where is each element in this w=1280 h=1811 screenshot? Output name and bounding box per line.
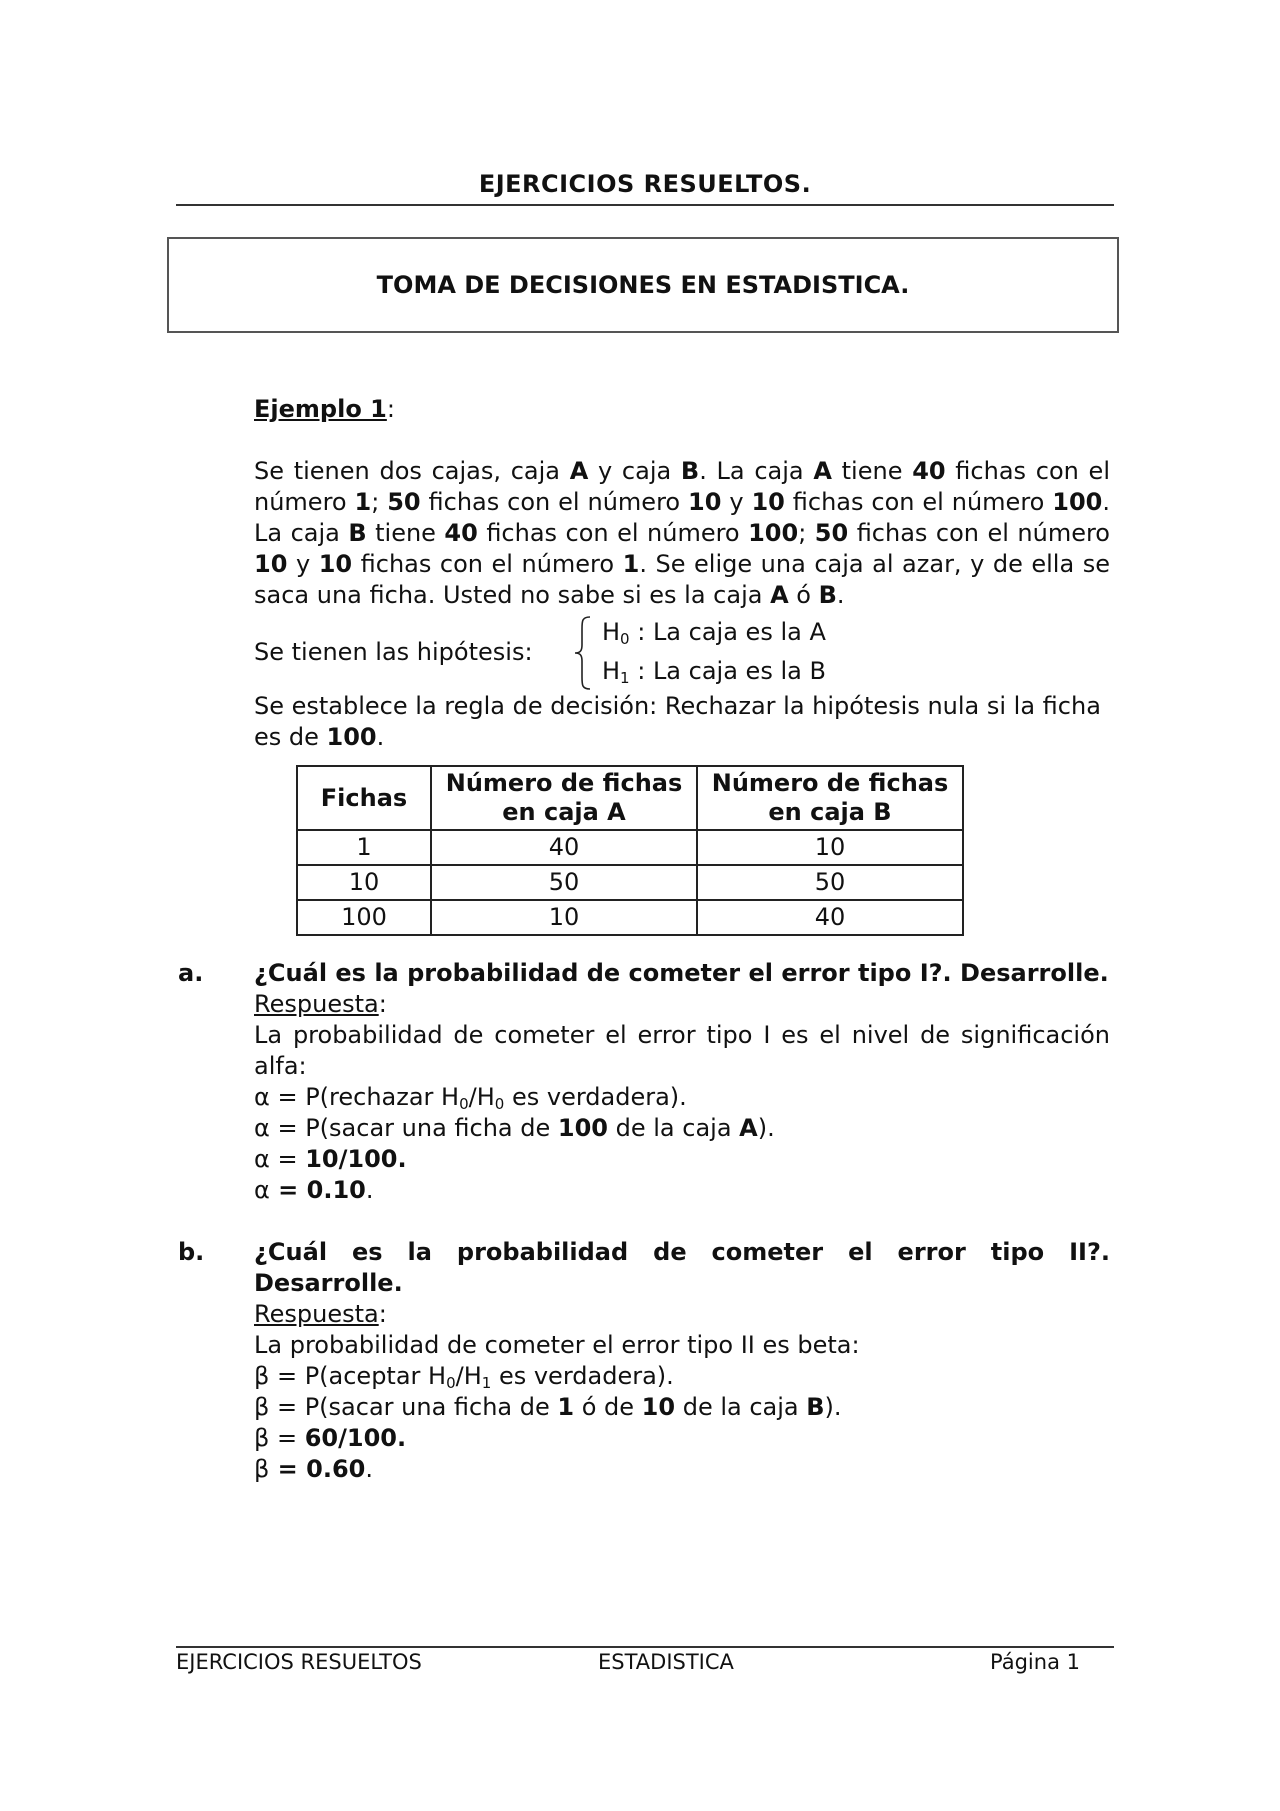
table-cell: 10 — [297, 865, 431, 900]
hypotheses-lines — [602, 613, 826, 691]
answer-a-line-4: α = 0.10. — [254, 1176, 374, 1204]
answer-b-line-3: β = 60/100. — [254, 1424, 407, 1452]
table-row — [297, 865, 963, 900]
table-cell: 100 — [297, 900, 431, 935]
footer-page-number: Página 1 — [990, 1650, 1080, 1674]
left-brace-icon — [572, 615, 594, 691]
answer-b-label: Respuesta: — [254, 1300, 387, 1328]
table-row — [297, 900, 963, 935]
answer-b-line-1: β = P(aceptar $H_0/H_1$ es verdadera). — [254, 1362, 674, 1392]
question-b-text: ¿Cuál es la probabilidad de cometer el error tipo II?. Desarrolle. — [254, 1238, 1110, 1297]
page-header-title: EJERCICIOS RESUELTOS. — [478, 170, 812, 198]
answer-a-label: Respuesta: — [254, 990, 387, 1018]
title-box-text: TOMA DE DECISIONES EN ESTADISTICA. — [376, 271, 910, 299]
answer-a-intro: La probabilidad de cometer el error tipo I es el nivel de significación alfa: — [254, 1021, 1110, 1080]
table-cell: 40 — [431, 830, 697, 865]
alpha-symbol: α — [254, 1145, 270, 1173]
question-b — [178, 1237, 1110, 1485]
example-label: Ejemplo 1 — [254, 395, 387, 423]
table-cell: 10 — [697, 830, 963, 865]
table-header-cell: Número de fichas en caja A — [431, 766, 697, 830]
beta-symbol: β — [254, 1424, 270, 1452]
beta-symbol: β — [254, 1455, 270, 1483]
fichas-table — [296, 765, 964, 936]
answer-a-line-2: α = P(sacar una ficha de 100 de la caja A). — [254, 1114, 775, 1142]
hypotheses-label: Se tienen las hipótesis: — [254, 638, 533, 666]
table-header-cell: Fichas — [297, 766, 431, 830]
table-cell: 10 — [431, 900, 697, 935]
footer-divider — [176, 1646, 1114, 1648]
question-a-text: ¿Cuál es la probabilidad de cometer el error tipo I?. Desarrolle. — [254, 959, 1109, 987]
alpha-symbol: α — [254, 1083, 270, 1111]
answer-b-line-2: β = P(sacar una ficha de 1 ó de 10 de la caja B). — [254, 1393, 842, 1421]
answer-b-line-4: β = 0.60. — [254, 1455, 374, 1483]
footer-center: ESTADISTICA — [598, 1650, 734, 1674]
footer-left: EJERCICIOS RESUELTOS — [176, 1650, 422, 1674]
header-divider — [176, 204, 1114, 206]
table-row — [297, 830, 963, 865]
answer-a-line-1: α = P(rechazar $H_0/H_0$ es verdadera). — [254, 1083, 687, 1113]
example-heading: Ejemplo 1: — [254, 395, 395, 423]
table-cell: 50 — [697, 865, 963, 900]
table-cell: 50 — [431, 865, 697, 900]
beta-symbol: β — [254, 1393, 270, 1421]
question-b-letter: b. — [178, 1238, 205, 1266]
question-a — [178, 958, 1110, 1206]
alternative-hypothesis: $H_1$ : La caja es la B — [602, 657, 826, 687]
table-cell: 40 — [697, 900, 963, 935]
answer-a-line-3: α = 10/100. — [254, 1145, 407, 1173]
alpha-symbol: α — [254, 1176, 270, 1204]
beta-symbol: β — [254, 1362, 270, 1390]
alpha-symbol: α — [254, 1114, 270, 1142]
table-header-row — [297, 766, 963, 830]
question-a-letter: a. — [178, 959, 204, 987]
table-header-cell: Número de fichas en caja B — [697, 766, 963, 830]
title-box — [167, 237, 1119, 333]
answer-b-intro: La probabilidad de cometer el error tipo II es beta: — [254, 1331, 860, 1359]
hypotheses-block — [254, 613, 1110, 691]
example-paragraph: Se tienen dos cajas, caja A y caja B. La caja A tiene 40 fichas con el número 1; 50 fichas con el número 10 y 10 fichas con el número 100. La caja B tiene 40 fichas con el número 100; 50 fichas con el número 10 y 10 fichas con el número 1. Se elige una caja al azar, y de ella se saca una ficha. Usted no sabe si es la caja A ó B. — [254, 457, 1111, 609]
decision-rule: Se establece la regla de decisión: Rechazar la hipótesis nula si la ficha es de 100. — [254, 692, 1101, 751]
null-hypothesis: $H_0$ : La caja es la A — [602, 618, 826, 648]
main-content — [178, 394, 1111, 1485]
table-cell: 1 — [297, 830, 431, 865]
